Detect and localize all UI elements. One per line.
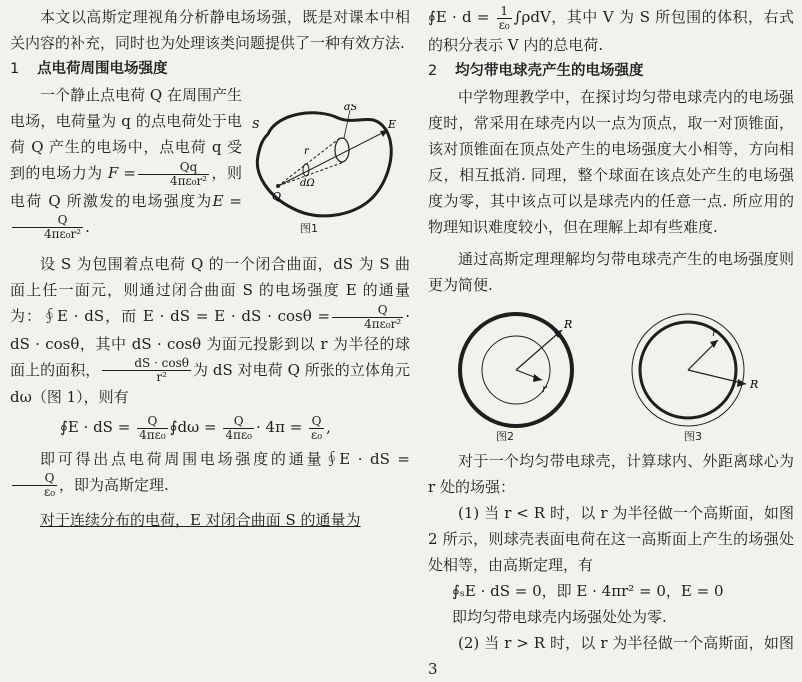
para2c-text: 为 dS 对电荷 Q 所张的立体角元 dω（图 1），则有	[10, 360, 410, 406]
gauss-law-paragraph	[10, 446, 410, 500]
eq1-f3n: Q	[309, 415, 324, 429]
section1-title: 点电荷周围电场强度	[37, 61, 168, 77]
shell-gauss-paragraph: 通过高斯定理理解均匀带电球壳产生的电场强度则更为简便.	[428, 249, 794, 294]
para3-num: Q	[12, 472, 57, 486]
figure1-caption: 图1	[300, 222, 318, 235]
figure3-caption: 图3	[684, 430, 702, 443]
case1-paragraph: (1) 当 r < R 时，以 r 为半径做一个高斯面，如图 2 所示，则球壳表面电荷在这一高斯面上产生的场强处处相等，由高斯定理，有	[428, 503, 794, 574]
eq1-frac3	[309, 415, 324, 442]
section2-title: 均匀带电球壳产生的电场强度	[455, 62, 644, 79]
point-charge-paragraph: 一个静止点电荷 Q 在周围产生电场，电荷量为 q 的点电荷处于电荷 Q 产生的电场中，点电荷 q 受到的电场力为 F = $\frac{Qq}{\text{4πε₀r²}}$ ，则电荷 Q 所激发的电场强度为E = $\frac{Q}{\text{4πε₀r²}}$ .	[10, 86, 242, 241]
figure2-diagram	[446, 308, 586, 432]
para2-den: 4πε₀r²	[364, 316, 402, 331]
top-eq-a: ∮E · d =	[428, 8, 490, 26]
eq1-b: ∮dω =	[169, 418, 217, 436]
field-fraction	[12, 214, 83, 241]
force-num: Qq	[138, 161, 209, 175]
para3-den: ε₀	[44, 485, 56, 499]
eq1-frac2	[223, 415, 254, 442]
eq1-f1n: Q	[137, 415, 168, 429]
fig1-label-r: r	[304, 146, 309, 157]
eq1-c: · 4π =	[255, 418, 303, 436]
top-eq-den: ε₀	[498, 17, 510, 32]
fig1-label-dOmega: dΩ	[300, 178, 315, 189]
eq1-a: ∮E · dS =	[60, 418, 131, 436]
fig1-label-dS: dS	[344, 104, 358, 113]
solid-angle-den: r²	[156, 370, 167, 384]
shell-calc-paragraph: 对于一个均匀带电球壳，计算球内、外距离球心为 r 处的场强：	[428, 451, 794, 496]
para2-text: 设 S 为包围着点电荷 Q 的一个闭合曲面，dS 为 S 曲面上任一面元，则通过闭合曲面 S 的电场强度 E 的通量为：∮E · dS，而 E · dS = E · dS · cosθ =	[10, 255, 410, 325]
continuous-charge-equation	[428, 0, 794, 58]
solid-angle-fraction	[102, 357, 191, 384]
force-fraction	[138, 161, 209, 188]
shell-intro-paragraph: 中学物理教学中，在探讨均匀带电球壳内的电场强度时，常采用在球壳内以一点为顶点，取一对顶锥面，该对顶锥面在顶点处产生的电场强度大小相等，方向相反，相互抵消. 同理，整个球面在该点处产生的电场强度为零，其中该点可以是球壳内的任意一点. 所应用的物理知识难度较小，但在理解上却有些难度.	[428, 87, 794, 236]
force-lhs: F =	[107, 164, 136, 182]
section2-number: 2	[428, 62, 438, 79]
section1-number: 1	[10, 61, 20, 77]
field-num: Q	[12, 214, 83, 228]
top-eq-b: ∫ρdV，其中 V 为 S 所包围的体积，右式的积分表示 V 内的总电荷.	[428, 8, 795, 54]
eq1-f3d: ε₀	[311, 427, 323, 442]
para3b-text: ，即为高斯定理.	[59, 475, 169, 494]
figure1-diagram	[248, 104, 398, 240]
fig1-label-S: S	[252, 118, 260, 131]
fig3-label-r: r	[712, 328, 717, 339]
para3-fraction	[12, 472, 57, 499]
case1-conclusion: 即均匀带电球壳内场强处处为零.	[452, 607, 667, 626]
para1b-text: ，则电荷 Q 所激发的电场强度为	[10, 164, 242, 210]
para2-num: Q	[332, 304, 403, 318]
field-den: 4πε₀r²	[44, 227, 82, 241]
left-column	[10, 0, 410, 533]
top-eq-fraction	[497, 5, 512, 32]
fig1-label-E: E	[388, 118, 397, 131]
eq1-f2d: 4πε₀	[225, 427, 252, 442]
section1-heading	[10, 56, 410, 82]
para2b-text: · dS · cosθ，其中 dS · cosθ 为面元投影到以 r 为半径的球面上的面积，	[10, 307, 410, 379]
case1-equation: ∮ₛE · dS = 0，即 E · 4πr² = 0，E = 0	[452, 581, 724, 600]
fig1-label-Q: Q	[272, 190, 282, 203]
force-den: 4πε₀r²	[170, 173, 208, 188]
fig2-label-r: r	[542, 384, 547, 395]
fig3-label-R: R	[750, 378, 759, 391]
gauss-equation: ∮E · dS = $\frac{Q}{\text{4πε₀}}$ ∮dω = $\frac{Q}{\text{4πε₀}}$ · 4π = $\frac{Q}{\text{ε₀}}$ ,	[60, 413, 331, 442]
solid-angle-num: dS · cosθ	[102, 357, 191, 371]
para2-fraction	[332, 304, 403, 331]
para3-text: 即可得出点电荷周围电场强度的通量∮E · dS =	[40, 449, 410, 468]
fig2-label-R: R	[564, 318, 573, 331]
figure3-diagram	[618, 308, 768, 432]
intro-paragraph: 本文以高斯定理视角分析静电场场强，既是对课本中相关内容的补充，同时也为处理该类问题提供了一种有效方法.	[10, 8, 410, 52]
top-eq-num: 1	[497, 5, 512, 19]
continuous-charge-paragraph	[10, 507, 410, 533]
eq1-f1d: 4πε₀	[139, 427, 166, 442]
figure2-caption: 图2	[496, 430, 514, 443]
case2-paragraph: (2) 当 r > R 时，以 r 为半径做一个高斯面，如图 3	[428, 633, 794, 678]
para4-text: 对于连续分布的电荷，E 对闭合曲面 S 的通量为	[40, 511, 361, 529]
field-lhs: E =	[212, 191, 242, 210]
para1-text: 一个静止点电荷 Q 在周围产生电场，电荷量为 q 的点电荷处于电荷 Q 产生的电场中，点电荷 q 受到的电场力为	[10, 86, 242, 182]
eq1-frac1	[137, 415, 168, 442]
flux-paragraph	[10, 251, 410, 410]
section2-heading	[428, 58, 794, 84]
eq1-f2n: Q	[223, 415, 254, 429]
